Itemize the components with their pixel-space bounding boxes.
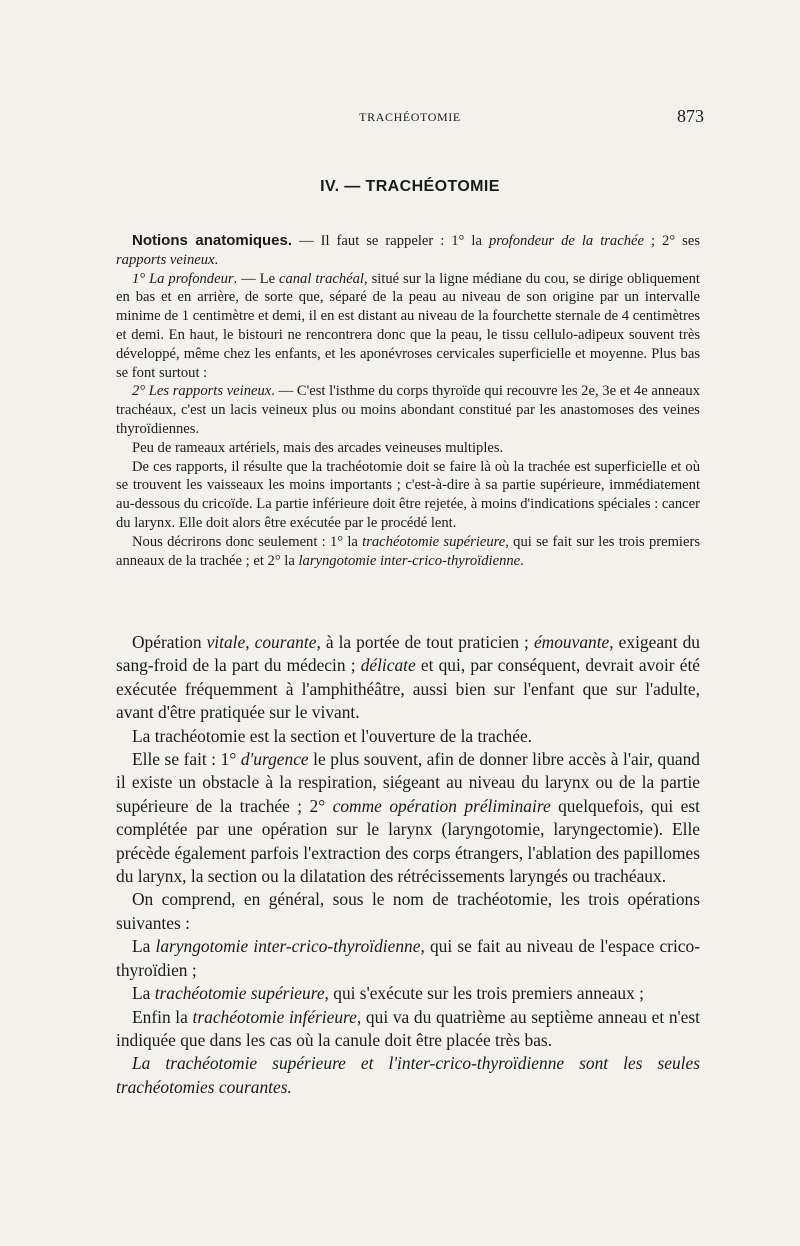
subheading-depth: 1° La profondeur — [132, 270, 234, 287]
text-run: le plus souvent, afin de donner libre accès à l'air, quand il existe un obstacle à la respiration, siégeant au niveau du larynx ou de la partie supérieure de la trachée ; 2° — [116, 749, 700, 816]
text-run: . — [520, 552, 524, 569]
italic-run: vitale — [206, 632, 246, 652]
main-text — [116, 631, 700, 1099]
subheading-veins: 2° Les rapports veineux — [132, 383, 272, 400]
italic-run: trachéotomie supérieure — [362, 533, 506, 550]
text-run: — Il faut se rappeler : 1° la — [292, 233, 489, 249]
depth-paragraph — [116, 270, 700, 383]
italic-run: laryngotomie inter-crico-thyroïdienne — [155, 936, 421, 957]
text-run: Nous décrirons donc seulement : 1° la — [132, 533, 363, 550]
italic-run: canal trachéal — [278, 270, 364, 287]
text-run: La — [132, 936, 156, 957]
text-run: Opération — [132, 632, 207, 652]
text-run: . — [214, 251, 219, 268]
notes-intro-paragraph — [116, 232, 700, 270]
text-run: , qui se fait sur les trois premiers anneaux de la trachée ; et 2° la — [116, 533, 700, 569]
body-paragraph — [116, 982, 700, 1005]
italic-run: profondeur de la trachée — [488, 233, 644, 249]
italic-run: trachéotomie inférieure — [192, 1006, 357, 1027]
text-run: Elle se fait : 1° — [132, 749, 241, 770]
text-run: , qui va du quatrième au septième anneau et n'est indiquée que dans les cas où la canule doit être placée très bas. — [116, 1006, 700, 1050]
scope-paragraph — [116, 533, 700, 571]
italic-run: rapports veineux — [116, 251, 215, 268]
text-run: et qui, par conséquent, devrait avoir été exécutée fréquemment à l'amphithéâtre, aussi bien sur l'enfant que sur l'adulte, avant d'être pratiquée sur le vivant. — [116, 655, 700, 723]
text-run: , situé sur la ligne médiane du cou, se dirige obliquement en bas et en arrière, de sorte que, séparé de la peau au niveau de son origine par un intervalle minime de 1 centimètre et demi, il en est distant au niveau de la fourchette sternale de 4 centimètres et demi. En haut, le bistouri ne rencontrera donc que la peau, le tissu cellulo-adipeux souvent très développé, même chez les enfants, et les aponévroses cervicales superficielle et moyenne. Plus bas se font surtout : — [116, 270, 700, 381]
text-run: La — [132, 983, 155, 1004]
text-run: , à la portée de tout praticien ; — [316, 632, 534, 652]
closing-italic-paragraph — [116, 1052, 700, 1099]
text-run: quelquefois, qui est complétée par une opération sur le larynx (laryngotomie, laryngectomie). Elle précède également parfois l'extraction des corps étrangers, l'ablation des papillomes du larynx, la section ou la dilatation des rétrécissements laryngés ou trachéaux. — [116, 795, 700, 887]
notes-lead-heading: Notions anatomiques. — [132, 232, 293, 249]
text-run: , qui s'exécute sur les trois premiers anneaux ; — [324, 983, 644, 1004]
italic-run: courante — [254, 632, 317, 652]
text-run: Enfin la — [132, 1006, 193, 1027]
italic-run: trachéotomie supérieure — [154, 983, 325, 1004]
body-paragraph — [116, 631, 700, 725]
italic-run: comme opération préliminaire — [332, 795, 551, 816]
italic-run: La trachéotomie supérieure et l'inter-crico-thyroïdienne sont les seules trachéotomies courantes. — [116, 1053, 700, 1097]
italic-run: d'urgence — [240, 749, 309, 770]
body-paragraph: On comprend, en général, sous le nom de trachéotomie, les trois opérations suivantes : — [116, 889, 700, 933]
conclusion-paragraph: De ces rapports, il résulte que la trachéotomie doit se faire là où la trachée est superficielle et où se trouvent les vaisseaux les moins importants ; c'est-à-dire à sa partie supérieure, immédiatement au-dessous du cricoïde. La partie inférieure doit être rejetée, à moins d'indications spéciales : cancer du larynx. Elle doit alors être exécutée par le procédé lent. — [116, 458, 700, 531]
running-head — [116, 106, 704, 130]
body-paragraph: La trachéotomie est la section et l'ouverture de la trachée. — [132, 725, 533, 746]
arteries-paragraph: Peu de rameaux artériels, mais des arcades veineuses multiples. — [132, 439, 504, 456]
page-number: 873 — [677, 106, 704, 126]
text-run: , — [245, 632, 255, 652]
body-paragraph — [116, 748, 700, 888]
text-run: ; 2° ses — [643, 233, 700, 249]
running-title: TRACHÉOTOMIE — [359, 110, 461, 124]
italic-run: laryngotomie inter-crico-thyroïdienne — [298, 552, 521, 569]
body-paragraph — [116, 935, 700, 982]
italic-run: émouvante — [533, 632, 610, 652]
section-title: IV. — TRACHÉOTOMIE — [320, 178, 500, 195]
anatomical-notes — [116, 232, 700, 570]
text-run: , qui se fait au niveau de l'espace crico-thyroïdien ; — [116, 936, 700, 980]
text-run: , exigeant du sang-froid de la part du médecin ; — [116, 632, 700, 676]
text-run: . — Le — [233, 270, 279, 287]
italic-run: délicate — [360, 655, 416, 676]
text-run: . — C'est l'isthme du corps thyroïde qui recouvre les 2e, 3e et 4e anneaux trachéaux, c'est un lacis veineux plus ou moins abondant constitué par les anastomoses des veines thyroïdiennes. — [116, 383, 700, 437]
veins-paragraph — [116, 382, 700, 438]
body-paragraph — [116, 1006, 700, 1053]
